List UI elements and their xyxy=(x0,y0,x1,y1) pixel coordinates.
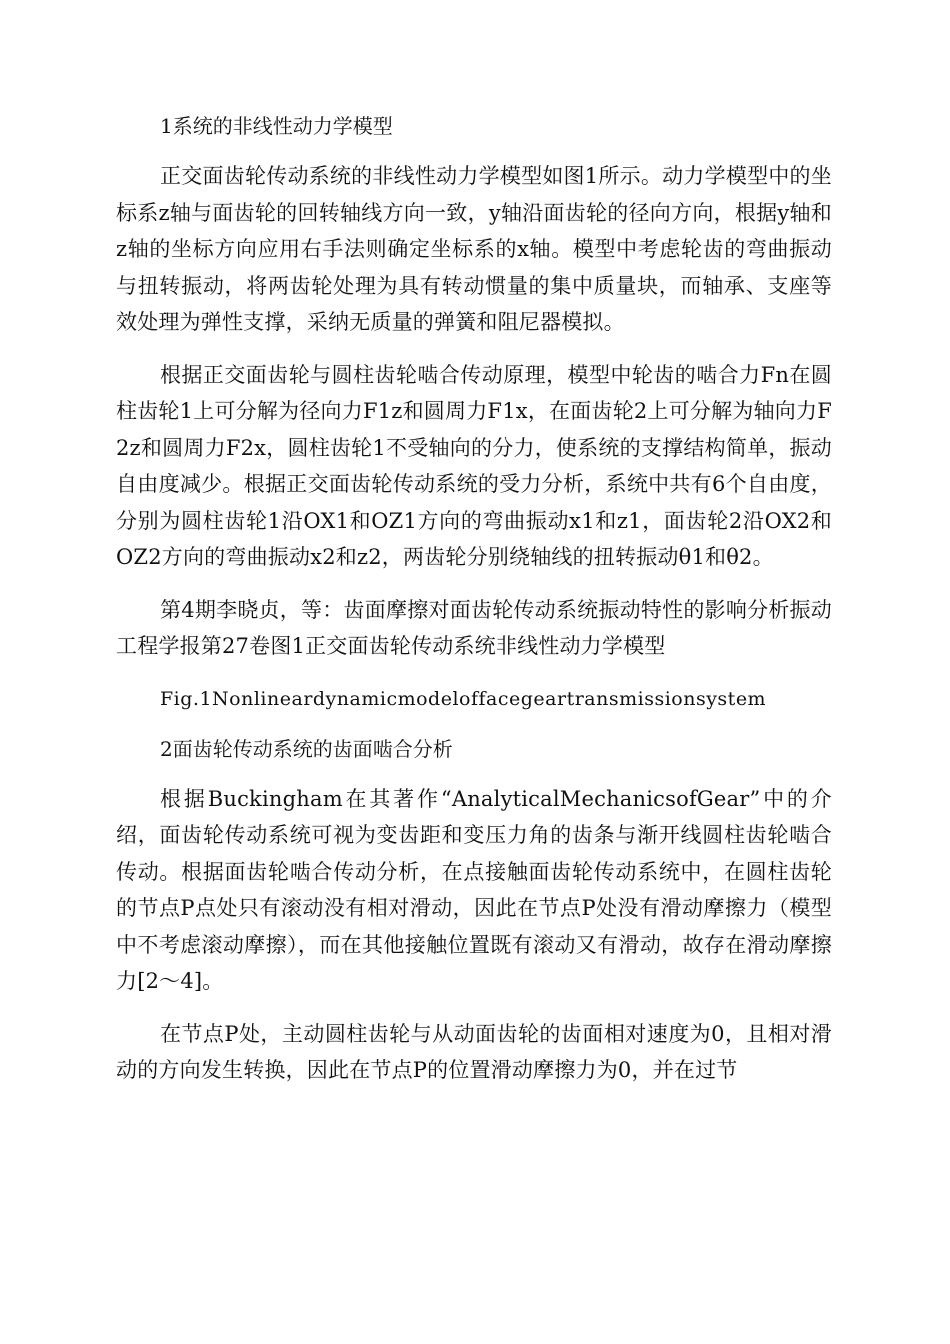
section-1-paragraph-1: 正交面齿轮传动系统的非线性动力学模型如图1所示。动力学模型中的坐标系z轴与面齿轮的回转轴线方向一致，y轴沿面齿轮的径向方向，根据y轴和z轴的坐标方向应用右手法则确定坐标系的x轴。模型中考虑轮齿的弯曲振动与扭转振动，将两齿轮处理为具有转动惯量的集中质量块，而轴承、支座等效处理为弹性支撑，采纳无质量的弹簧和阻尼器模拟。 xyxy=(116,164,832,334)
section-2-paragraph-2: 在节点P处，主动圆柱齿轮与从动面齿轮的齿面相对速度为0，且相对滑动的方向发生转换，因此在节点P的位置滑动摩擦力为0，并在过节 xyxy=(116,1021,832,1082)
figure-1-caption: Fig.1Nonlineardynamicmodeloffacegeartransmissionsystem xyxy=(160,687,767,710)
section-1-paragraph-2: 根据正交面齿轮与圆柱齿轮啮合传动原理，模型中轮齿的啮合力Fn在圆柱齿轮1上可分解为径向力F1z和圆周力F1x，在面齿轮2上可分解为轴向力F2z和圆周力F2x，圆柱齿轮1不受轴向的分力，使系统的支撑结构简单，振动自由度减少。根据正交面齿轮传动系统的受力分析，系统中共有6个自由度，分别为圆柱齿轮1沿OX1和OZ1方向的弯曲振动x1和z1，面齿轮2沿OX2和OZ2方向的弯曲振动x2和z2，两齿轮分别绕轴线的扭转振动θ1和θ2。 xyxy=(116,362,832,569)
section-2-heading: 2面齿轮传动系统的齿面啮合分析 xyxy=(160,736,453,761)
section-2-paragraph-1: 根据Buckingham在其著作“AnalyticalMechanicsofGear”中的介绍，面齿轮传动系统可视为变齿距和变压力角的齿条与渐开线圆柱齿轮啮合传动。根据面齿轮啮合传动分析，在点接触面齿轮传动系统中，在圆柱齿轮的节点P点处只有滚动没有相对滑动，因此在节点P处没有滑动摩擦力（模型中不考虑滚动摩擦），而在其他接触位置既有滚动又有滑动，故存在滑动摩擦力[2～4]。 xyxy=(116,786,832,993)
document-page xyxy=(116,108,832,1089)
section-1-heading: 1系统的非线性动力学模型 xyxy=(160,114,393,138)
section-1-paragraph-3: 第4期李晓贞，等：齿面摩擦对面齿轮传动系统振动特性的影响分析振动工程学报第27卷图1正交面齿轮传动系统非线性动力学模型 xyxy=(116,597,832,658)
